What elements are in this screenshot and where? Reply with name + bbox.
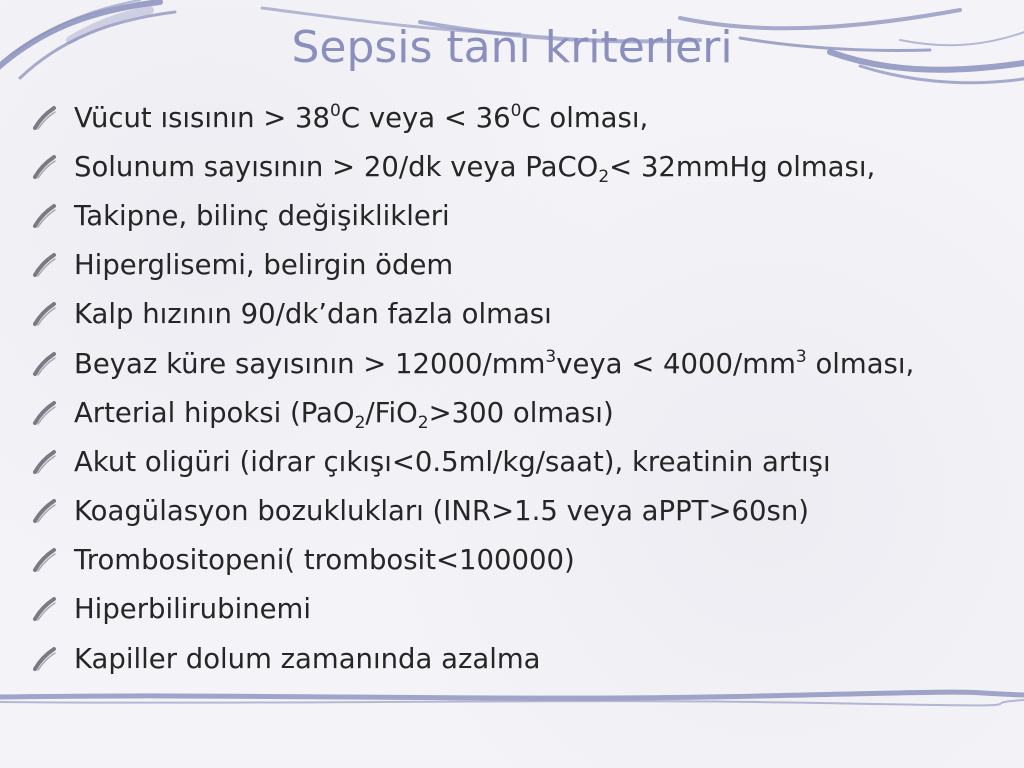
text-run: C veya < 36 xyxy=(340,101,511,134)
bullet-list xyxy=(30,93,1010,683)
bullet-text xyxy=(74,495,809,527)
pen-stroke-bullet-icon xyxy=(30,103,60,133)
superscript: 3 xyxy=(795,346,807,367)
text-run: >300 olması) xyxy=(428,396,614,429)
pen-stroke-bullet-icon xyxy=(30,250,60,280)
text-run: Kapiller dolum zamanında azalma xyxy=(74,642,541,675)
bullet-text xyxy=(74,643,541,675)
pen-stroke-bullet-icon xyxy=(30,152,60,182)
bullet-text xyxy=(74,348,914,380)
bullet-item xyxy=(30,241,1010,290)
superscript: 0 xyxy=(330,100,341,121)
text-run: Trombositopeni( trombosit<100000) xyxy=(74,544,575,577)
pen-stroke-bullet-icon xyxy=(30,644,60,674)
bullet-item xyxy=(30,536,1010,585)
text-run: Hiperbilirubinemi xyxy=(74,593,311,626)
superscript: 3 xyxy=(545,346,557,367)
bullet-item xyxy=(30,142,1010,191)
pen-stroke-bullet-icon xyxy=(30,398,60,428)
text-run: Solunum sayısının > 20/dk veya PaCO xyxy=(74,150,599,183)
text-run: Vücut ısısının > 38 xyxy=(74,101,331,134)
text-run: C olması, xyxy=(521,101,649,134)
text-run: Takipne, bilinç değişiklikleri xyxy=(74,199,450,232)
bullet-item xyxy=(30,585,1010,634)
text-run: olması, xyxy=(806,347,915,380)
pen-stroke-bullet-icon xyxy=(30,201,60,231)
pen-stroke-bullet-icon xyxy=(30,496,60,526)
bullet-text xyxy=(74,446,831,478)
bullet-item xyxy=(30,487,1010,536)
superscript: 0 xyxy=(510,100,522,121)
text-run: /FiO xyxy=(365,396,418,429)
subscript: 2 xyxy=(598,166,610,187)
bullet-text xyxy=(74,150,876,187)
bullet-text xyxy=(74,249,453,281)
text-run: Arterial hipoksi (PaO xyxy=(74,396,355,429)
pen-stroke-bullet-icon xyxy=(30,447,60,477)
text-run: Kalp hızının 90/dk’dan fazla olması xyxy=(74,298,552,331)
text-run: Akut oligüri (idrar çıkışı<0.5ml/kg/saat), kreatinin artışı xyxy=(74,445,831,478)
pen-stroke-bullet-icon xyxy=(30,545,60,575)
text-run: Koagülasyon bozuklukları (INR>1.5 veya aPPT>60sn) xyxy=(74,495,809,528)
subscript: 2 xyxy=(354,412,366,433)
text-run: Beyaz küre sayısının > 12000/mm xyxy=(74,347,546,380)
bullet-text xyxy=(74,396,614,433)
bullet-item xyxy=(30,437,1010,486)
bullet-text xyxy=(74,544,575,576)
bullet-item xyxy=(30,388,1010,437)
bullet-item xyxy=(30,191,1010,240)
bullet-item xyxy=(30,634,1010,683)
slide-title: Sepsis tanı kriterleri xyxy=(291,22,733,73)
bullet-item xyxy=(30,93,1010,142)
bullet-item xyxy=(30,339,1010,388)
text-run: veya < 4000/mm xyxy=(556,347,796,380)
bullet-text xyxy=(74,200,450,232)
bullet-text xyxy=(74,298,552,330)
bullet-text xyxy=(74,102,648,134)
pen-stroke-bullet-icon xyxy=(30,299,60,329)
pen-stroke-bullet-icon xyxy=(30,349,60,379)
pen-stroke-bullet-icon xyxy=(30,594,60,624)
bullet-item xyxy=(30,290,1010,339)
text-run: < 32mmHg olması, xyxy=(609,150,876,183)
bullet-text xyxy=(74,593,311,625)
text-run: Hiperglisemi, belirgin ödem xyxy=(74,249,454,282)
subscript: 2 xyxy=(417,412,429,433)
